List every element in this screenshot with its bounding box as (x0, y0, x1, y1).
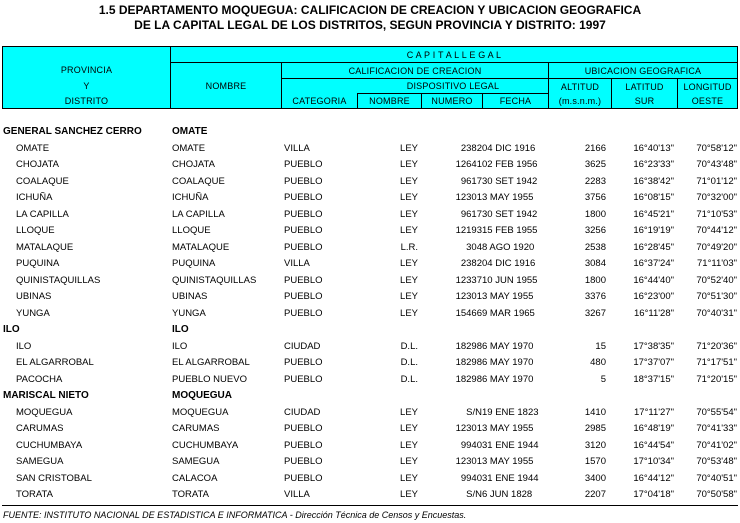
longitude: 71°10'53" (696, 208, 737, 220)
table-row (0, 157, 740, 174)
legal-date: 3 MAY 1955 (482, 291, 534, 302)
legal-number: 2382 (460, 258, 482, 269)
category: PUEBLO (284, 439, 323, 451)
altitude: 2283 (584, 175, 606, 187)
legal-device: LEY (400, 175, 418, 187)
source-note: FUENTE: INSTITUTO NACIONAL DE ESTADISTICA E INFORMATICA - Dirección Técnica de Censos y Encuestas. (3, 510, 467, 520)
header-altitud: ALTITUD (560, 82, 600, 92)
header-latitud-dir: SUR (634, 96, 655, 106)
category: PUEBLO (284, 274, 323, 286)
legal-number: 9940 (460, 472, 482, 484)
longitude: 70°32'00" (696, 192, 737, 203)
legal-device: LEY (400, 274, 418, 286)
legal-device: LEY (400, 489, 418, 500)
altitude: 3400 (584, 472, 606, 484)
capital-name: OMATE (172, 142, 206, 154)
longitude: 70°44'12" (696, 225, 737, 236)
legal-device: D.L. (400, 357, 418, 368)
latitude: 16°28'45" (633, 241, 674, 253)
header-dispositivo: DISPOSITIVO LEGAL (406, 81, 500, 91)
category: VILLA (284, 142, 310, 154)
category: PUEBLO (284, 225, 323, 236)
table-bottom-rule (2, 505, 738, 506)
capital-name: CARUMAS (172, 423, 220, 434)
legal-date: 6 MAY 1970 (482, 357, 534, 368)
altitude: 1570 (584, 456, 606, 467)
legal-device: LEY (400, 472, 418, 484)
capital-name: EL ALGARROBAL (172, 357, 250, 368)
table-row (0, 405, 740, 422)
capital-name: LLOQUE (172, 225, 211, 236)
category: PUEBLO (284, 423, 323, 434)
latitude: 17°10'34" (633, 456, 674, 467)
altitude: 3120 (584, 439, 606, 451)
legal-date: 30 SET 1942 (482, 208, 538, 220)
latitude: 16°11'28" (634, 307, 674, 319)
header-provincia: PROVINCIA (60, 65, 113, 75)
legal-device: LEY (400, 291, 418, 302)
altitude: 3084 (584, 258, 606, 269)
capital-name: CALACOA (172, 472, 218, 484)
category: PUEBLO (284, 175, 323, 187)
district-name: ICHUÑA (16, 192, 53, 203)
latitude: 16°37'24" (633, 258, 674, 269)
district-name: LA CAPILLA (16, 208, 69, 220)
header-capital-legal: C A P I T A L L E G A L (406, 50, 502, 60)
district-name: UBINAS (16, 291, 52, 302)
table-row (0, 141, 740, 158)
table-row (0, 306, 740, 323)
longitude: 71°11'03" (697, 258, 737, 269)
header-categoria: CATEGORIA (292, 96, 347, 106)
province-row (0, 124, 740, 141)
category: CIUDAD (284, 406, 321, 418)
legal-date: 9 MAR 1965 (482, 307, 535, 319)
header-nombre: NOMBRE (205, 81, 247, 91)
legal-number: 9617 (460, 175, 482, 187)
longitude: 71°20'36" (696, 340, 737, 352)
district-name: PUQUINA (16, 258, 60, 269)
altitude: 3267 (584, 307, 606, 319)
legal-date: 04 DIC 1916 (482, 142, 536, 154)
legal-number: 18298 (455, 340, 482, 352)
table-row (0, 421, 740, 438)
legal-device: LEY (400, 225, 418, 236)
legal-date: 31 ENE 1944 (482, 472, 539, 484)
district-name: OMATE (16, 142, 50, 154)
legal-date: 6 MAY 1970 (482, 340, 534, 352)
longitude: 70°55'54" (696, 406, 737, 418)
district-name: EL ALGARROBAL (16, 357, 94, 368)
legal-date: 6 MAY 1970 (482, 373, 534, 385)
legal-date: 3 MAY 1955 (482, 456, 534, 467)
district-name: CHOJATA (16, 159, 59, 170)
table-row (0, 487, 740, 504)
longitude: 70°49'20" (696, 241, 737, 253)
latitude: 16°19'19" (633, 225, 674, 236)
capital-name: UBINAS (172, 291, 208, 302)
legal-number: 12641 (455, 159, 482, 170)
latitude: 16°38'42" (633, 175, 674, 187)
legal-date: 19 ENE 1823 (482, 406, 539, 418)
header-y: Y (83, 81, 90, 91)
table-row (0, 223, 740, 240)
legal-number: 12301 (455, 423, 482, 434)
latitude: 16°40'13" (633, 142, 674, 154)
capital-name: PUQUINA (172, 258, 216, 269)
legal-number: S/N (466, 406, 482, 418)
table-row (0, 190, 740, 207)
category: PUEBLO (284, 357, 323, 368)
district-name: SAMEGUA (16, 456, 64, 467)
district-name: YUNGA (16, 307, 50, 319)
legal-date: 8 AGO 1920 (482, 241, 535, 253)
legal-number: 12301 (455, 291, 482, 302)
capital-name: OMATE (172, 126, 208, 137)
capital-name: COALAQUE (172, 175, 225, 187)
district-name: COALAQUE (16, 175, 69, 187)
legal-date: 15 FEB 1955 (482, 225, 538, 236)
longitude: 70°58'12" (696, 142, 737, 154)
category: PUEBLO (284, 291, 323, 302)
category: PUEBLO (284, 307, 323, 319)
altitude: 1800 (584, 208, 606, 220)
legal-number: 12301 (455, 192, 482, 203)
district-name: MOQUEGUA (16, 406, 73, 418)
legal-number: 2382 (460, 142, 482, 154)
altitude: 3376 (584, 291, 606, 302)
province-row (0, 322, 740, 339)
legal-date: 30 SET 1942 (482, 175, 538, 187)
legal-number: 304 (466, 241, 482, 253)
longitude: 70°43'48" (696, 159, 737, 170)
header-numero: NUMERO (431, 96, 473, 106)
capital-name: MOQUEGUA (172, 406, 229, 418)
altitude: 2207 (584, 489, 606, 500)
legal-date: 02 FEB 1956 (482, 159, 538, 170)
district-name: MATALAQUE (16, 241, 74, 253)
header-disp-nombre: NOMBRE (369, 96, 410, 106)
latitude: 16°08'15" (633, 192, 674, 203)
legal-date: 3 MAY 1955 (482, 423, 534, 434)
altitude: 5 (600, 373, 606, 385)
longitude: 71°20'15" (696, 373, 737, 385)
longitude: 70°41'33" (696, 423, 737, 434)
legal-date: 6 JUN 1828 (482, 489, 533, 500)
category: PUEBLO (284, 192, 323, 203)
longitude: 71°01'12" (696, 175, 737, 187)
altitude: 2538 (584, 241, 606, 253)
category: VILLA (284, 258, 310, 269)
header-latitud: LATITUD (625, 82, 664, 92)
latitude: 17°38'35" (633, 340, 674, 352)
category: PUEBLO (284, 373, 323, 385)
legal-number: 12193 (455, 225, 482, 236)
legal-device: LEY (400, 439, 418, 451)
title-line-1: 1.5 DEPARTAMENTO MOQUEGUA: CALIFICACION DE CREACION Y UBICACION GEOGRAFICA (98, 3, 642, 17)
legal-number: 18298 (455, 373, 482, 385)
latitude: 16°48'19" (633, 423, 674, 434)
table-row (0, 339, 740, 356)
latitude: 17°04'18" (633, 489, 674, 500)
capital-name: ICHUÑA (172, 192, 209, 203)
province-row (0, 388, 740, 405)
header-calificacion: CALIFICACION DE CREACION (348, 66, 482, 76)
header-divider (281, 78, 737, 79)
category: PUEBLO (284, 241, 323, 253)
category: PUEBLO (284, 159, 323, 170)
province-name: MARISCAL NIETO (3, 390, 89, 401)
header-ubicacion: UBICACION GEOGRAFICA (584, 66, 702, 76)
district-name: PACOCHA (16, 373, 63, 385)
altitude: 1800 (584, 274, 606, 286)
legal-device: LEY (400, 307, 418, 319)
altitude: 1410 (584, 406, 606, 418)
legal-device: LEY (400, 406, 418, 418)
table-row (0, 240, 740, 257)
capital-name: MATALAQUE (172, 241, 230, 253)
header-divider (170, 62, 737, 63)
altitude: 3256 (584, 225, 606, 236)
altitude: 3756 (584, 192, 606, 203)
capital-name: YUNGA (172, 307, 206, 319)
district-name: QUINISTAQUILLAS (16, 274, 101, 286)
longitude: 70°40'31" (696, 307, 737, 319)
district-name: SAN CRISTOBAL (16, 472, 92, 484)
table-row (0, 289, 740, 306)
legal-number: S/N (466, 489, 482, 500)
longitude: 70°50'58" (696, 489, 737, 500)
table-row (0, 174, 740, 191)
table-row (0, 207, 740, 224)
legal-number: 15466 (455, 307, 482, 319)
district-name: LLOQUE (16, 225, 55, 236)
legal-device: LEY (400, 258, 418, 269)
table-row (0, 372, 740, 389)
legal-device: D.L. (400, 373, 418, 385)
longitude: 70°40'51" (696, 472, 737, 484)
longitude: 70°52'40" (696, 274, 737, 286)
table-row (0, 438, 740, 455)
province-name: ILO (3, 324, 20, 335)
capital-name: QUINISTAQUILLAS (172, 274, 257, 286)
category: PUEBLO (284, 456, 323, 467)
legal-number: 12337 (455, 274, 482, 286)
altitude: 2166 (584, 142, 606, 154)
category: PUEBLO (284, 208, 323, 220)
table-header (2, 46, 738, 109)
district-name: CUCHUMBAYA (16, 439, 83, 451)
district-name: TORATA (16, 489, 53, 500)
table-row (0, 454, 740, 471)
longitude: 71°17'51" (696, 357, 737, 368)
capital-name: SAMEGUA (172, 456, 220, 467)
header-longitud-dir: OESTE (691, 96, 724, 106)
legal-device: LEY (400, 142, 418, 154)
latitude: 16°44'12" (633, 472, 674, 484)
title-line-2: DE LA CAPITAL LEGAL DE LOS DISTRITOS, SEGUN PROVINCIA Y DISTRITO: 1997 (134, 18, 606, 32)
latitude: 17°37'07" (633, 357, 674, 368)
header-longitud: LONGITUD (683, 82, 732, 92)
capital-name: CHOJATA (172, 159, 215, 170)
legal-device: LEY (400, 423, 418, 434)
district-name: ILO (16, 340, 32, 352)
capital-name: LA CAPILLA (172, 208, 225, 220)
capital-name: ILO (172, 340, 188, 352)
legal-number: 18298 (455, 357, 482, 368)
latitude: 18°37'15" (633, 373, 674, 385)
longitude: 70°53'48" (696, 456, 737, 467)
header-altitud-unit: (m.s.n.m.) (558, 96, 602, 106)
capital-name: CUCHUMBAYA (172, 439, 239, 451)
longitude: 70°41'02" (696, 439, 737, 451)
latitude: 17°11'27" (634, 406, 674, 418)
legal-device: L.R. (400, 241, 418, 253)
legal-date: 10 JUN 1955 (482, 274, 538, 286)
legal-device: LEY (400, 159, 418, 170)
longitude: 70°51'30" (696, 291, 737, 302)
legal-device: LEY (400, 456, 418, 467)
altitude: 2985 (584, 423, 606, 434)
latitude: 16°44'54" (633, 439, 674, 451)
legal-device: LEY (400, 192, 418, 203)
capital-name: TORATA (172, 489, 209, 500)
latitude: 16°23'33" (633, 159, 674, 170)
legal-number: 12301 (455, 456, 482, 467)
altitude: 480 (590, 357, 606, 368)
legal-device: D.L. (400, 340, 418, 352)
category: VILLA (284, 489, 310, 500)
altitude: 3625 (584, 159, 606, 170)
latitude: 16°23'00" (633, 291, 674, 302)
province-name: GENERAL SANCHEZ CERRO (3, 126, 142, 137)
table-row (0, 256, 740, 273)
table-row (0, 355, 740, 372)
legal-device: LEY (400, 208, 418, 220)
altitude: 15 (595, 340, 606, 352)
legal-date: 31 ENE 1944 (482, 439, 539, 451)
legal-number: 9617 (460, 208, 482, 220)
legal-date: 04 DIC 1916 (482, 258, 536, 269)
category: CIUDAD (284, 340, 321, 352)
latitude: 16°45'21" (633, 208, 674, 220)
category: PUEBLO (284, 472, 323, 484)
table-row (0, 471, 740, 488)
header-distrito: DISTRITO (64, 96, 109, 106)
capital-name: ILO (172, 324, 189, 335)
header-divider (357, 93, 548, 94)
capital-name: MOQUEGUA (172, 390, 232, 401)
capital-name: PUEBLO NUEVO (172, 373, 247, 385)
latitude: 16°44'40" (633, 274, 674, 286)
legal-number: 9940 (460, 439, 482, 451)
table-row (0, 273, 740, 290)
district-name: CARUMAS (16, 423, 64, 434)
legal-date: 3 MAY 1955 (482, 192, 534, 203)
header-fecha: FECHA (499, 96, 532, 106)
